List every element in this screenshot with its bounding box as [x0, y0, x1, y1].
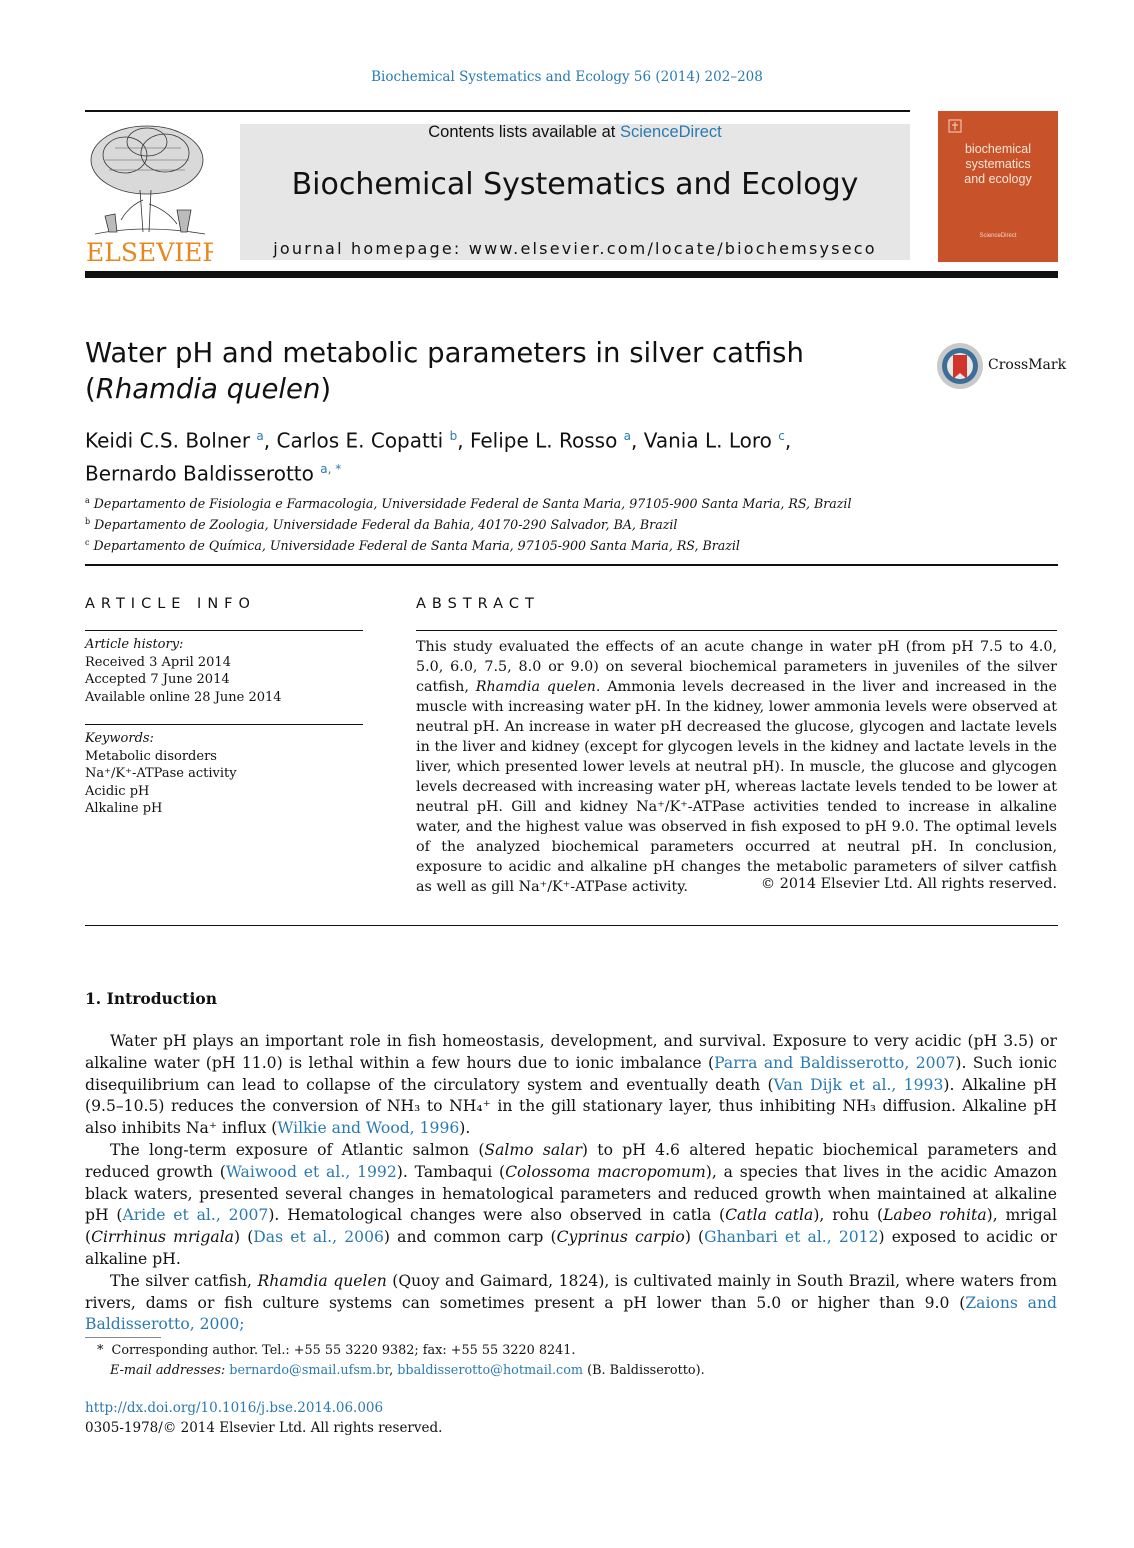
elsevier-small-icon	[948, 119, 962, 133]
journal-cover-thumbnail[interactable]	[938, 111, 1058, 262]
text-run: ), rohu (	[813, 1206, 884, 1225]
citation-link[interactable]: Parra and Baldisserotto, 2007	[714, 1053, 956, 1072]
text-run: ), a species that lives in the acidic Amazon black waters, presented several changes in hematological parameters and reduced growth when maintained at alkaline pH (	[85, 1162, 1057, 1225]
crossmark-icon	[936, 341, 986, 391]
text-run: ) (	[233, 1228, 254, 1247]
text-run: ). Tambaqui (	[396, 1162, 506, 1181]
cover-publisher: ScienceDirect	[979, 233, 1017, 239]
species-name: Cyprinus carpio	[556, 1228, 685, 1247]
text-run: ). Such ionic disequilibrium can lead to collapse of the circulatory system and eventually death (	[85, 1053, 1057, 1094]
author: Carlos E. Copatti	[276, 428, 444, 453]
article-info-rule	[85, 630, 363, 631]
elsevier-wordmark: ELSEVIER	[86, 238, 213, 266]
affiliation-link[interactable]: a, *	[320, 461, 342, 476]
keywords-rule	[85, 724, 363, 725]
text-run: Water pH plays an important role in fish homeostasis, development, and survival. Exposure to very acidic (pH 3.5) or alkaline water (pH 11.0) is lethal within a few hours due to ionic imbalance (	[85, 1032, 1057, 1072]
text-run: The silver catfish,	[110, 1271, 258, 1290]
abstract-heading: ABSTRACT	[416, 596, 540, 612]
author: Keidi C.S. Bolner	[85, 428, 251, 453]
text-run: ).	[459, 1119, 471, 1138]
introduction-body	[85, 1031, 1057, 1336]
author: Bernardo Baldisserotto	[85, 461, 314, 486]
abstract-copyright: © 2014 Elsevier Ltd. All rights reserved.	[760, 876, 1057, 892]
paragraph	[85, 1031, 1057, 1140]
citation-link[interactable]: Ghanbari et al., 2012	[704, 1228, 879, 1247]
cover-title: biochemical systematics and ecology	[964, 142, 1032, 186]
text-run: The long-term exposure of Atlantic salmon (	[110, 1140, 485, 1159]
paragraph	[85, 1271, 1057, 1336]
affiliation-link[interactable]: a	[623, 429, 632, 443]
text-run: (Quoy and Gaimard, 1824), is cultivated mainly in South Brazil, where waters from rivers, dams or fish culture systems can sometimes present a pH lower than 5.0 or higher than 9.0 (	[85, 1271, 1057, 1312]
keyword: Metabolic disorders	[85, 748, 217, 764]
author: Felipe L. Rosso	[469, 428, 618, 453]
author: Vania L. Loro	[643, 428, 772, 453]
header-rule-thick	[85, 271, 1058, 278]
email-link[interactable]: bbaldisserotto@hotmail.com	[397, 1362, 584, 1378]
crossmark-button[interactable]	[936, 341, 1067, 391]
sciencedirect-link[interactable]: ScienceDirect	[619, 123, 722, 141]
header-rule-top	[85, 110, 910, 112]
citation-link[interactable]: Waiwood et al., 1992	[225, 1162, 397, 1181]
affiliation-link[interactable]: c	[778, 429, 785, 443]
affiliation: $^b$ Departamento de Zoologia, Universidade Federal da Bahia, 40170-290 Salvador, BA, Brazil	[85, 517, 678, 533]
text-run: ). Hematological changes were also observed in catla (	[268, 1206, 726, 1225]
species-name: Colossoma macropomum	[505, 1162, 706, 1181]
affiliations	[85, 492, 985, 556]
journal-title: Biochemical Systematics and Ecology	[291, 167, 859, 202]
abstract-text: This study evaluated the effects of an acute change in water pH (from pH 7.5 to 4.0, 5.0, 6.0, 7.5, 8.0 or 9.0) on several biochemical parameters in juveniles of the silver catfish, Rhamdia quelen. Ammonia levels decreased in the liver and increased in the muscle with increasing water pH. In the kidney, lower ammonia levels were observed at neutral pH. An increase in water pH decreased the glucose, glycogen and lactate levels in the liver and kidney (except for glycogen levels in the kidney and lactate levels in the liver, which presented lower levels at neutral pH). In muscle, the glucose and glycogen levels decreased with increasing water pH, whereas lactate levels tended to be lower at neutral pH. Gill and kidney Na⁺/K⁺-ATPase activities tended to increase in alkaline water, and the highest value was observed in fish exposed to pH 9.0. The optimal levels of the analyzed biochemical parameters occurred at neutral pH. In conclusion, exposure to acidic and alkaline pH changes the metabolic parameters of silver catfish as well as gill Na⁺/K⁺-ATPase activity.	[416, 639, 1057, 895]
text-run: ) (	[684, 1228, 705, 1247]
elsevier-tree-icon	[85, 120, 213, 266]
introduction-heading: 1. Introduction	[85, 989, 217, 1008]
text-run: ) and common carp (	[383, 1228, 557, 1247]
citation-link[interactable]: Zaions and Baldisserotto, 2000;	[85, 1293, 1057, 1334]
text-run: ), mrigal (	[85, 1206, 1058, 1247]
section-rule	[85, 564, 1058, 566]
article-info-heading: ARTICLE INFO	[85, 596, 256, 612]
journal-citation-link[interactable]: Biochemical Systematics and Ecology 56 (2014) 202–208	[371, 69, 763, 85]
keywords: Keywords: Metabolic disorders Na⁺/K⁺-ATPase activity Acidic pH Alkaline pH	[85, 730, 363, 818]
footnote: * Corresponding author. Tel.: +55 55 3220 9382; fax: +55 55 3220 8241. E-mail addresses: bernardo@smail.ufsm.br, bbaldisserotto@hotmail.com (B. Baldisserotto).	[97, 1343, 705, 1378]
abstract-rule	[416, 630, 1057, 631]
keyword: Na⁺/K⁺-ATPase activity	[85, 766, 237, 781]
issn-line: 0305-1978/© 2014 Elsevier Ltd. All rights reserved.	[85, 1419, 443, 1436]
citation-link[interactable]: Das et al., 2006	[253, 1228, 384, 1247]
paragraph	[85, 1140, 1057, 1271]
affiliation-link[interactable]: a	[256, 429, 264, 443]
contents-line: Contents lists available at ScienceDirect	[428, 123, 722, 141]
abstract-end-rule	[85, 925, 1058, 926]
text-run: ) to pH 4.6 altered hepatic biochemical parameters and reduced growth (	[85, 1140, 1057, 1181]
text-run: ) exposed to acidic or alkaline pH.	[85, 1228, 1057, 1268]
article-history: Article history: Received 3 April 2014 Accepted 7 June 2014 Available online 28 June 2014	[85, 637, 282, 705]
affiliation-link[interactable]: b	[449, 429, 458, 443]
elsevier-logo	[85, 120, 213, 266]
species-name: Salmo salar	[484, 1140, 582, 1159]
affiliation: $^c$ Departamento de Química, Universidade Federal de Santa Maria, 97105-900 Santa Maria, RS, Brazil	[85, 538, 740, 554]
journal-homepage[interactable]: journal homepage: www.elsevier.com/locate/biochemsyseco	[273, 239, 877, 258]
text-run: ). Alkaline pH (9.5–10.5) reduces the conversion of NH₃ to NH₄⁺ in the gill stationary layer, thus inhibiting NH₃ diffusion. Alkaline pH also inhibits Na⁺ influx (	[85, 1075, 1058, 1138]
citation-link[interactable]: Aride et al., 2007	[122, 1206, 269, 1225]
crossmark-label: CrossMark	[988, 357, 1067, 373]
author-list: Keidi C.S. Bolner $^a$, Carlos E. Copatti $^b$, Felipe L. Rosso $^a$, Vania L. Loro $^c$, Bernardo Baldisserotto $^{a, *}$	[85, 428, 792, 486]
doi-link[interactable]: http://dx.doi.org/10.1016/j.bse.2014.06.006	[85, 1400, 384, 1416]
paper-title: Water pH and metabolic parameters in silver catfish (Rhamdia quelen)	[85, 337, 804, 405]
citation-link[interactable]: Van Dijk et al., 1993	[773, 1075, 944, 1094]
species-name: Cirrhinus mrigala	[91, 1228, 234, 1247]
doi-block	[85, 1399, 442, 1438]
species-name: Rhamdia quelen	[257, 1271, 387, 1290]
species-name: Catla catla	[725, 1206, 814, 1225]
email-link[interactable]: bernardo@smail.ufsm.br	[229, 1362, 390, 1378]
keyword: Alkaline pH	[85, 801, 163, 816]
footnote-rule	[85, 1337, 161, 1338]
affiliation: $^a$ Departamento de Fisiologia e Farmacologia, Universidade Federal de Santa Maria, 97105-900 Santa Maria, RS, Brazil	[85, 496, 852, 512]
keyword: Acidic pH	[85, 783, 150, 799]
citation-link[interactable]: Wilkie and Wood, 1996	[277, 1119, 460, 1138]
species-name: Labeo rohita	[883, 1206, 987, 1225]
